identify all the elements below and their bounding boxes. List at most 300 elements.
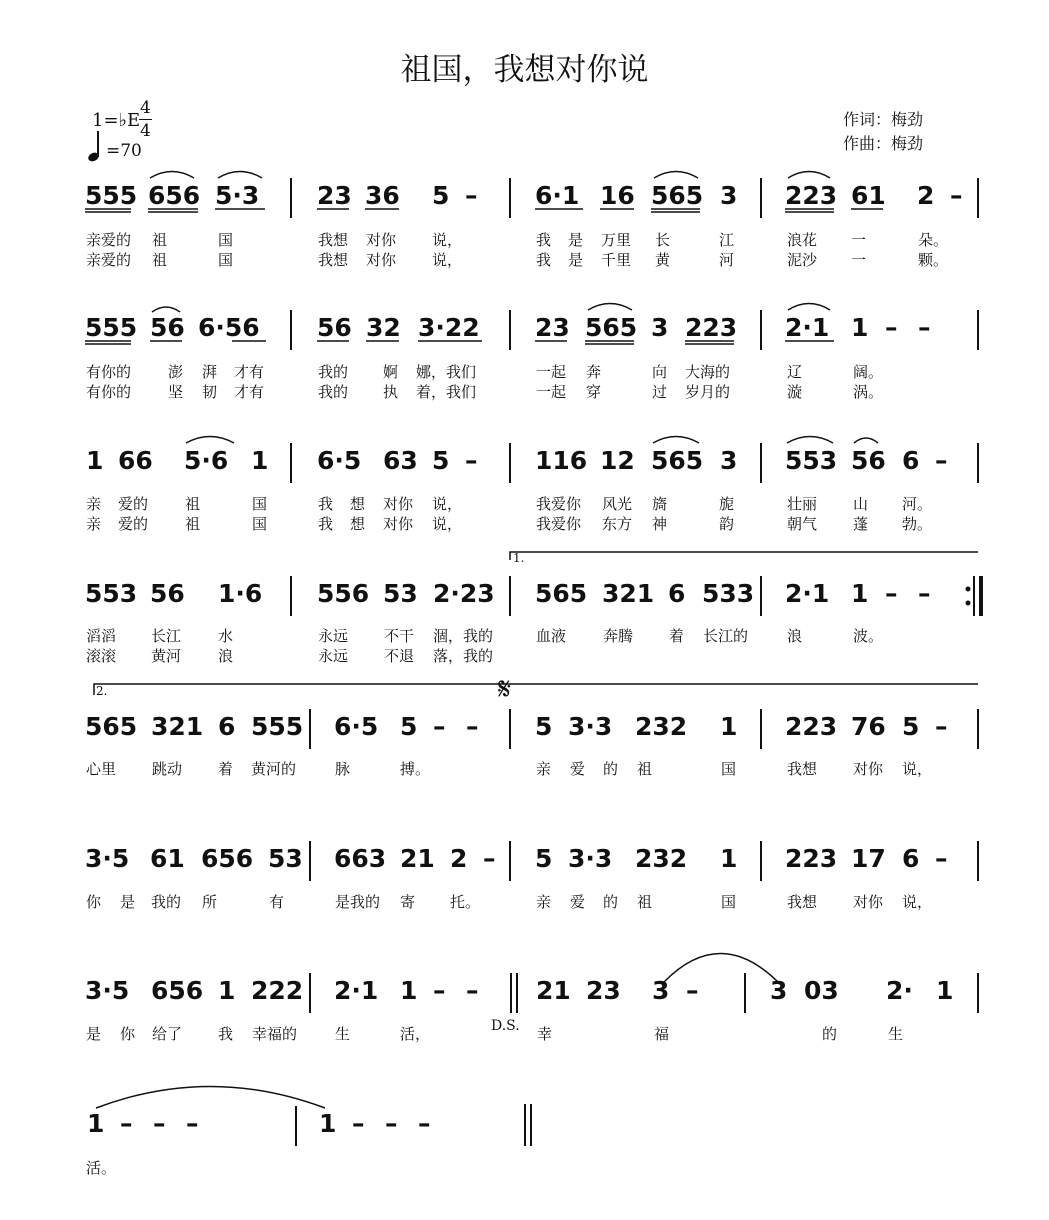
lyric: 辽 [787, 363, 803, 381]
lyric: 是 [120, 893, 136, 911]
lyric: 韧 [202, 383, 218, 401]
note-group: 1 [936, 976, 954, 1005]
note-group: 555 [251, 712, 304, 741]
note-group: 12 [600, 446, 635, 475]
lyric: 祖 [185, 515, 201, 533]
note-group: 5 [432, 181, 450, 210]
notes-line [0, 579, 1049, 619]
note-group: 553 [85, 579, 138, 608]
lyric: 我的 [318, 363, 349, 381]
staff-row-5 [0, 712, 1049, 822]
lyric: 对你 [853, 760, 884, 778]
lyric: 执 [383, 383, 399, 401]
note-group: 223 [785, 844, 838, 873]
note-group: 656 [201, 844, 254, 873]
tempo-marking [88, 135, 142, 161]
lyric: 国 [252, 515, 268, 533]
lyric: 亲 [536, 760, 552, 778]
note-group: 663 [334, 844, 387, 873]
note-group: 321 [602, 579, 655, 608]
lyric: 是 [86, 1025, 102, 1043]
lyric: 勃。 [902, 515, 933, 533]
note-group: 1 [87, 1109, 105, 1138]
note-group: 3·3 [568, 712, 613, 741]
note-group: 66 [118, 446, 153, 475]
lyric: 寄 [400, 893, 416, 911]
lyric: 对你 [383, 515, 414, 533]
dash: – [433, 712, 446, 741]
note-group: 656 [148, 181, 201, 210]
lyric: 过 [652, 383, 668, 401]
lyric: 国 [218, 231, 234, 249]
dash: – [466, 712, 479, 741]
note-group: 1 [720, 844, 738, 873]
lyric: 所 [202, 893, 218, 911]
lyric: 想 [350, 515, 366, 533]
notes-line [0, 844, 1049, 884]
lyric: 说， [432, 495, 463, 513]
notes-line [0, 712, 1049, 752]
lyric: 浪 [218, 647, 234, 665]
lyric: 说， [902, 760, 933, 778]
lyric: 托。 [450, 893, 481, 911]
lyric: 我想 [318, 251, 349, 269]
lyric: 大海的 [685, 363, 731, 381]
note-group: 2 [450, 844, 468, 873]
lyric: 生 [888, 1025, 904, 1043]
lyric: 爱 [570, 760, 586, 778]
note-group: 1 [851, 579, 869, 608]
lyric: 奔 [586, 363, 602, 381]
lyric: 永远 [318, 647, 349, 665]
volta-1-label: 1. [513, 551, 525, 565]
lyric: 漩 [787, 383, 803, 401]
lyric: 有你的 [86, 383, 132, 401]
note-group: 21 [400, 844, 435, 873]
lyric: 祖 [152, 251, 168, 269]
lyric: 国 [218, 251, 234, 269]
lyric: 我想 [787, 893, 818, 911]
note-group: 32 [366, 313, 401, 342]
lyric: 爱的 [118, 495, 149, 513]
lyric: 活， [400, 1025, 431, 1043]
lyric: 幸福的 [252, 1025, 298, 1043]
note-group: 555 [85, 313, 138, 342]
note-group: 2· [886, 976, 913, 1005]
note-group: 53 [268, 844, 303, 873]
lyrics-verse-2 [0, 249, 1049, 269]
lyric: 向 [652, 363, 668, 381]
lyric: 跳动 [152, 760, 183, 778]
staff-row-8 [0, 1109, 1049, 1219]
lyric: 亲 [536, 893, 552, 911]
note-group: 5 [400, 712, 418, 741]
note-group: 1 [86, 446, 104, 475]
note-group: 03 [804, 976, 839, 1005]
dash: – [433, 976, 446, 1005]
lyric: 朵。 [918, 231, 949, 249]
note-group: 656 [151, 976, 204, 1005]
dash: – [385, 1109, 398, 1138]
lyric: 说， [902, 893, 933, 911]
note-group: 1 [319, 1109, 337, 1138]
lyric: 我 [318, 515, 334, 533]
lyric: 穿 [586, 383, 602, 401]
lyric: 不退 [384, 647, 415, 665]
dash: – [935, 712, 948, 741]
note-group: 555 [85, 181, 138, 210]
dash: – [483, 844, 496, 873]
note-group: 556 [317, 579, 370, 608]
lyric: 我 [536, 251, 552, 269]
note-group: 6·1 [535, 181, 580, 210]
note-group: 565 [585, 313, 638, 342]
lyric: 说， [432, 231, 463, 249]
note-group: 1 [251, 446, 269, 475]
lyric: 亲 [86, 515, 102, 533]
lyric: 江 [719, 231, 735, 249]
lyric: 祖 [185, 495, 201, 513]
lyric: 我 [318, 495, 334, 513]
lyric: 滔滔 [86, 627, 117, 645]
lyrics-verse-2 [0, 513, 1049, 533]
note-group: 116 [535, 446, 588, 475]
lyric: 婀 [383, 363, 399, 381]
lyric: 说， [432, 515, 463, 533]
lyric: 有你的 [86, 363, 132, 381]
lyric: 爱的 [118, 515, 149, 533]
dal-segno: D.S. [491, 1018, 520, 1034]
note-group: 63 [383, 446, 418, 475]
note-group: 53 [383, 579, 418, 608]
lyric: 搏。 [400, 760, 431, 778]
dash: – [465, 181, 478, 210]
dash: – [186, 1109, 199, 1138]
lyric: 你 [120, 1025, 136, 1043]
credits [843, 108, 923, 156]
lyric: 幸 [537, 1025, 553, 1043]
staff-row-6 [0, 844, 1049, 954]
lyric: 壮丽 [787, 495, 818, 513]
note-group: 553 [785, 446, 838, 475]
dash: – [465, 446, 478, 475]
note-group: 222 [251, 976, 304, 1005]
composer: 作曲：梅劲 [843, 134, 924, 153]
note-group: 21 [536, 976, 571, 1005]
segno-icon: 𝄋 [498, 672, 511, 707]
note-group: 56 [150, 579, 185, 608]
lyric: 对你 [853, 893, 884, 911]
lyric: 不干 [384, 627, 415, 645]
dash: – [918, 579, 931, 608]
note-group: 5·6 [184, 446, 229, 475]
lyric: 想 [350, 495, 366, 513]
note-group: 36 [365, 181, 400, 210]
lyric: 一 [851, 231, 867, 249]
lyric: 亲爱的 [86, 231, 132, 249]
staff-row-3 [0, 446, 1049, 556]
volta-2-label: 2. [96, 684, 108, 698]
dash: – [950, 181, 963, 210]
lyric: 对你 [383, 495, 414, 513]
lyric: 千里 [601, 251, 632, 269]
lyric: 的 [603, 893, 619, 911]
lyricist: 作词：梅劲 [843, 110, 924, 129]
note-group: 1 [851, 313, 869, 342]
note-group: 3 [770, 976, 788, 1005]
note-group: 6 [668, 579, 686, 608]
key-signature: 1=♭E [92, 110, 141, 131]
note-group: 6·56 [198, 313, 260, 342]
lyric: 旎 [719, 495, 735, 513]
lyric: 奔腾 [603, 627, 634, 645]
note-group: 3·3 [568, 844, 613, 873]
time-signature-top: 4 [140, 98, 151, 118]
lyric: 国 [252, 495, 268, 513]
lyric: 一 [851, 251, 867, 269]
note-group: 223 [685, 313, 738, 342]
lyric: 生 [335, 1025, 351, 1043]
tempo-value: =70 [106, 141, 142, 161]
lyric: 说， [432, 251, 463, 269]
lyric: 着 [669, 627, 685, 645]
dash: – [918, 313, 931, 342]
lyric: 我爱你 [536, 515, 582, 533]
lyric: 祖 [637, 893, 653, 911]
lyric: 脉 [335, 760, 351, 778]
lyric: 泥沙 [787, 251, 818, 269]
note-group: 76 [851, 712, 886, 741]
note-group: 3·22 [418, 313, 480, 342]
lyric: 涡。 [853, 383, 884, 401]
lyrics-verse-1 [0, 625, 1049, 645]
lyrics-verse-1 [0, 891, 1049, 911]
lyric: 万里 [601, 231, 632, 249]
note-group: 56 [317, 313, 352, 342]
note-group: 3 [720, 446, 738, 475]
lyric: 河 [719, 251, 735, 269]
lyric: 蓬 [853, 515, 869, 533]
lyric: 坚 [168, 383, 184, 401]
lyric: 永远 [318, 627, 349, 645]
lyric: 福 [654, 1025, 670, 1043]
song-title: 祖国，我想对你说 [400, 52, 649, 88]
note-group: 56 [851, 446, 886, 475]
lyric: 我想 [318, 231, 349, 249]
notes-line [0, 313, 1049, 353]
dash: – [935, 844, 948, 873]
lyric: 长江的 [703, 627, 749, 645]
note-group: 2·1 [785, 579, 830, 608]
note-group: 1 [218, 976, 236, 1005]
lyric: 韵 [719, 515, 735, 533]
note-group: 5·3 [215, 181, 260, 210]
note-group: 2·1 [334, 976, 379, 1005]
dash: – [686, 976, 699, 1005]
lyric: 你 [86, 893, 102, 911]
lyric: 有 [269, 893, 285, 911]
lyric: 澎 [168, 363, 184, 381]
note-group: 223 [785, 181, 838, 210]
note-group: 533 [702, 579, 755, 608]
lyric: 落，我的 [433, 647, 494, 665]
lyrics-verse-1 [0, 229, 1049, 249]
note-group: 6 [902, 844, 920, 873]
quarter-note-stem [97, 131, 99, 157]
lyric: 涸，我的 [433, 627, 494, 645]
lyric: 浪花 [787, 231, 818, 249]
lyric: 黄河的 [251, 760, 297, 778]
lyric: 给了 [152, 1025, 183, 1043]
note-group: 61 [851, 181, 886, 210]
dash: – [935, 446, 948, 475]
lyric: 河。 [902, 495, 933, 513]
note-group: 6 [218, 712, 236, 741]
dash: – [352, 1109, 365, 1138]
lyric: 我 [218, 1025, 234, 1043]
note-group: 16 [600, 181, 635, 210]
lyrics-verse-1 [0, 1157, 1049, 1177]
note-group: 2·23 [433, 579, 495, 608]
dash: – [885, 579, 898, 608]
lyric: 血液 [536, 627, 567, 645]
staff-row-2 [0, 313, 1049, 423]
lyric: 祖 [152, 231, 168, 249]
dash: – [120, 1109, 133, 1138]
lyric: 亲爱的 [86, 251, 132, 269]
note-group: 1 [400, 976, 418, 1005]
lyrics-verse-2 [0, 645, 1049, 665]
lyric: 我的 [318, 383, 349, 401]
lyrics-verse-2 [0, 381, 1049, 401]
note-group: 23 [586, 976, 621, 1005]
note-group: 1·6 [218, 579, 263, 608]
note-group: 565 [85, 712, 138, 741]
lyric: 国 [721, 893, 737, 911]
lyric: 是 [568, 251, 584, 269]
note-group: 3 [651, 313, 669, 342]
lyric: 东方 [602, 515, 633, 533]
lyrics-verse-1 [0, 361, 1049, 381]
lyric: 黄河 [151, 647, 182, 665]
note-group: 223 [785, 712, 838, 741]
lyric: 我的 [151, 893, 182, 911]
note-group: 3·5 [85, 976, 130, 1005]
lyric: 风光 [602, 495, 633, 513]
lyric: 旖 [652, 495, 668, 513]
lyric: 娜，我们 [416, 363, 477, 381]
lyric: 朝气 [787, 515, 818, 533]
lyric: 爱 [570, 893, 586, 911]
lyric: 是我的 [335, 893, 381, 911]
lyric: 岁月的 [685, 383, 731, 401]
lyric: 波。 [853, 627, 884, 645]
note-group: 232 [635, 712, 688, 741]
lyric: 祖 [637, 760, 653, 778]
dash: – [418, 1109, 431, 1138]
lyric: 一起 [536, 383, 567, 401]
lyric: 是 [568, 231, 584, 249]
lyric: 着 [218, 760, 234, 778]
lyric: 神 [652, 515, 668, 533]
notes-line [0, 1109, 1049, 1149]
lyric: 颗。 [918, 251, 949, 269]
note-group: 3·5 [85, 844, 130, 873]
note-group: 6 [902, 446, 920, 475]
dash: – [885, 313, 898, 342]
lyrics-verse-1 [0, 493, 1049, 513]
lyric: 一起 [536, 363, 567, 381]
note-group: 5 [535, 844, 553, 873]
lyric: 的 [822, 1025, 838, 1043]
note-group: 321 [151, 712, 204, 741]
note-group: 56 [150, 313, 185, 342]
note-group: 2 [917, 181, 935, 210]
lyrics-verse-1 [0, 758, 1049, 778]
note-group: 6·5 [334, 712, 379, 741]
dash: – [153, 1109, 166, 1138]
note-group: 6·5 [317, 446, 362, 475]
lyric: 我想 [787, 760, 818, 778]
notes-line [0, 446, 1049, 486]
note-group: 23 [317, 181, 352, 210]
lyric: 亲 [86, 495, 102, 513]
lyric: 山 [853, 495, 869, 513]
note-group: 565 [651, 446, 704, 475]
notes-line [0, 181, 1049, 221]
lyric: 水 [218, 627, 234, 645]
staff-row-4 [0, 579, 1049, 689]
note-group: 3 [720, 181, 738, 210]
lyric: 对你 [366, 231, 397, 249]
note-group: 5 [535, 712, 553, 741]
note-group: 61 [150, 844, 185, 873]
staff-row-1 [0, 181, 1049, 291]
time-signature-bottom: 4 [140, 121, 151, 141]
lyric: 滚滚 [86, 647, 117, 665]
lyric: 才有 [234, 363, 265, 381]
lyric: 浪 [787, 627, 803, 645]
note-group: 565 [535, 579, 588, 608]
staff-row-7 [0, 976, 1049, 1086]
lyric: 长 [655, 231, 671, 249]
lyric: 心里 [86, 760, 117, 778]
note-group: 3 [652, 976, 670, 1005]
dash: – [466, 976, 479, 1005]
lyric: 国 [721, 760, 737, 778]
note-group: 23 [535, 313, 570, 342]
note-group: 2·1 [785, 313, 830, 342]
lyric: 对你 [366, 251, 397, 269]
lyric: 阔。 [853, 363, 884, 381]
note-group: 565 [651, 181, 704, 210]
note-group: 17 [851, 844, 886, 873]
notes-line [0, 976, 1049, 1016]
note-group: 5 [432, 446, 450, 475]
lyric: 黄 [655, 251, 671, 269]
lyric: 我 [536, 231, 552, 249]
note-group: 5 [902, 712, 920, 741]
lyric: 的 [603, 760, 619, 778]
lyric: 湃 [202, 363, 218, 381]
lyric: 活。 [86, 1159, 117, 1177]
lyric: 才有 [234, 383, 265, 401]
lyric: 长江 [151, 627, 182, 645]
note-group: 232 [635, 844, 688, 873]
lyric: 我爱你 [536, 495, 582, 513]
lyric: 着，我们 [416, 383, 477, 401]
note-group: 1 [720, 712, 738, 741]
